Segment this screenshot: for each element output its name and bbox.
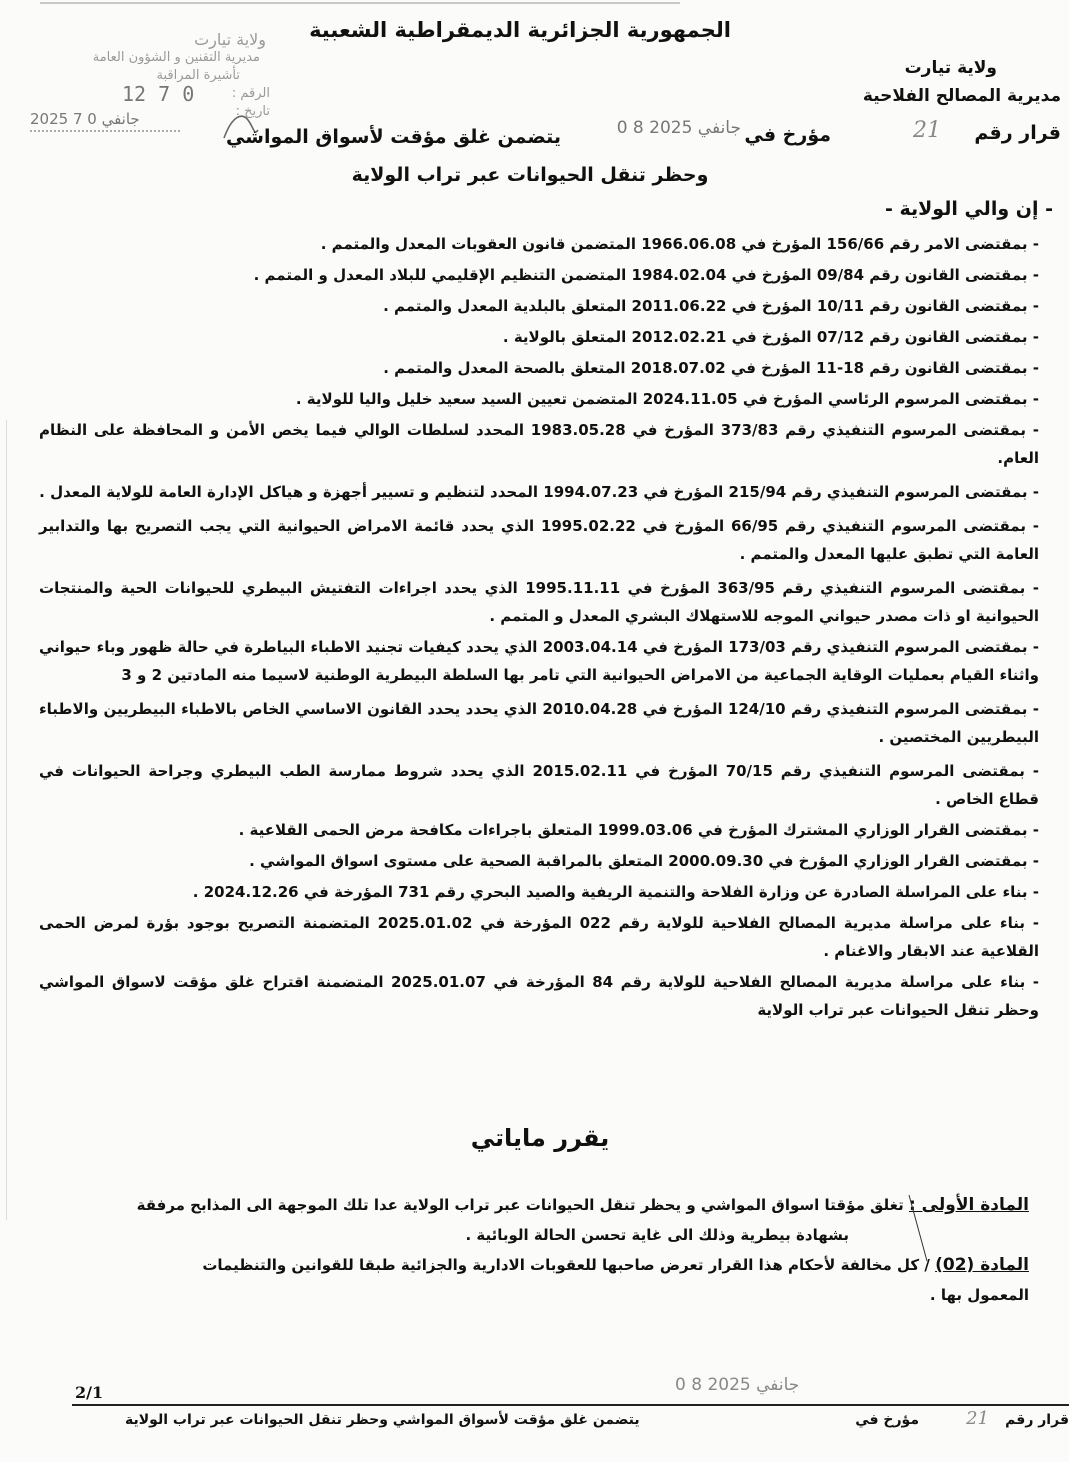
pen-mark-icon xyxy=(905,1193,935,1263)
footer-subject: يتضمن غلق مؤقت لأسواق المواشي وحظر تنقل الحيوانات عبر تراب الولاية xyxy=(125,1412,640,1428)
stamp-number: 0 7 12 xyxy=(122,82,195,106)
decision-dated-label: مؤرخ في xyxy=(744,124,831,146)
legal-clause: - بمقتضى القانون رقم 10/11 المؤرخ في 2011.06.22 المتعلق بالبلدية المعدل والمتمم . xyxy=(383,297,1039,315)
decision-subject: يتضمن غلق مؤقت لأسواق المواشي xyxy=(226,126,561,148)
legal-clause: - بناء على مراسلة مديرية المصالح الفلاحية للولاية رقم 022 المؤرخة في 2025.01.02 المتضمنة التصريح بوجود بؤرة لمرض الحمى القلاعية عند الابقار والاغنام . xyxy=(39,914,1039,960)
article-text-continued: المعمول بها . xyxy=(929,1286,1029,1304)
decides-heading: يقرر ماياتي xyxy=(470,1124,610,1152)
legal-clause: - بمقتضى القرار الوزاري المشترك المؤرخ في 1999.03.06 المتعلق باجراءات مكافحة مرض الحمى القلاعية . xyxy=(238,821,1039,839)
scan-edge-line xyxy=(6,420,7,1220)
stamp-date: 2025 جانفي 0 7 xyxy=(30,110,140,128)
article-1 xyxy=(39,1190,1029,1220)
scan-edge-line xyxy=(40,2,680,4)
stamp-date-label: تاريخ : xyxy=(235,104,270,119)
legal-clause: - بمقتضى القانون رقم 09/84 المؤرخ في 1984.02.04 المتضمن التنظيم الإقليمي للبلاد المعدل و المتمم . xyxy=(253,266,1039,284)
article-text-continued: بشهادة بيطرية وذلك الى غاية تحسن الحالة الوبائية . xyxy=(465,1226,849,1244)
footer-divider xyxy=(72,1404,1069,1406)
footer-date-stamp: 0 8 جانفي 2025 xyxy=(675,1375,800,1395)
article-2 xyxy=(39,1250,1029,1280)
legal-basis-list xyxy=(39,230,1039,1027)
legal-clause: - بمقتضى المرسوم التنفيذي رقم 373/83 المؤرخ في 1983.05.28 المحدد لسلطات الوالي فيما يخص الأمن و المحافظة على النظام العام. xyxy=(39,421,1040,467)
legal-clause: - بمقتضى المرسوم التنفيذي رقم 70/15 المؤرخ في 2015.02.11 الذي يحدد شروط ممارسة الطب البيطري وجراحة الحيوانات في قطاع الخاص . xyxy=(39,762,1039,808)
legal-clause: - بمقتضى المرسوم الرئاسي المؤرخ في 2024.11.05 المتضمن تعيين السيد سعيد خليل واليا للولاية . xyxy=(295,390,1039,408)
page-number: 2/1 xyxy=(75,1383,104,1402)
decision-subject-continued: وحظر تنقل الحيوانات عبر تراب الولاية xyxy=(351,164,709,186)
wilaya-name: ولاية تيارت xyxy=(904,58,997,78)
articles-section xyxy=(39,1190,1029,1310)
decision-number: 21 xyxy=(913,118,941,143)
footer-decision-number: 21 xyxy=(966,1408,989,1429)
legal-clause: - بناء على المراسلة الصادرة عن وزارة الفلاحة والتنمية الريفية والصيد البحري رقم 731 المؤرخة في 2024.12.26 . xyxy=(192,883,1039,901)
legal-clause: - بمقتضى المرسوم التنفيذي رقم 363/95 المؤرخ في 1995.11.11 الذي يحدد اجراءات التفتيش البيطري للحيوانات الحية والمنتجات الحيوانية او ذات مصدر حيواني الموجه للاستهلاك البشري المعدل و المتمم . xyxy=(39,579,1039,625)
legal-clause: - بمقتضى الامر رقم 156/66 المؤرخ في 1966.06.08 المتضمن قانون العقوبات المعدل والمتمم . xyxy=(320,235,1039,253)
footer-decision-label: قرار رقم xyxy=(1005,1412,1069,1428)
legal-clause: - بمقتضى القرار الوزاري المؤرخ في 2000.09.30 المتعلق بالمراقبة الصحية على مستوى اسواق المواشي . xyxy=(249,852,1039,870)
article-text: / كل مخالفة لأحكام هذا القرار تعرض صاحبها للعقوبات الادارية والجزائية طبقا للقوانين والتنظيمات xyxy=(202,1256,930,1274)
article-label: المادة الأولى : xyxy=(908,1195,1029,1215)
stamp-line: مديرية التقنين و الشؤون العامة xyxy=(92,50,260,65)
legal-clause: - بمقتضى القانون رقم 18-11 المؤرخ في 2018.07.02 المتعلق بالصحة المعدل والمتمم . xyxy=(383,359,1039,377)
legal-clause: - بمقتضى المرسوم التنفيذي رقم 215/94 المؤرخ في 1994.07.23 المحدد لتنظيم و تسيير أجهزة و هياكل الإدارة العامة للولاية المعدل . xyxy=(39,483,1039,501)
legal-clause: - بمقتضى المرسوم التنفيذي رقم 173/03 المؤرخ في 2003.04.14 الذي يحدد كيفيات تجنيد الاطباء البياطرة في حالة ظهور وباء حيواني واثناء القيام بعمليات الوقاية الجماعية من الامراض الحيوانية التي تامر بها السلطة البيطرية الوطنية لاسيما منه المادتين 2 و 3 xyxy=(39,638,1040,684)
legal-clause: - بناء على مراسلة مديرية المصالح الفلاحية للولاية رقم 84 المؤرخة في 2025.01.07 المتضمنة اقتراح غلق مؤقت لاسواق المواشي وحظر تنقل الحيوانات عبر تراب الولاية xyxy=(39,973,1039,1019)
republic-title: الجمهورية الجزائرية الديمقراطية الشعبية xyxy=(309,18,731,42)
article-text: تغلق مؤقتا اسواق المواشي و يحظر تنقل الحيوانات عبر تراب الولاية عدا تلك الموجهة الى المذابح مرفقة xyxy=(136,1196,904,1214)
footer-dated-label: مؤرخ في xyxy=(855,1412,919,1428)
article-label: المادة (02) xyxy=(935,1255,1029,1275)
legal-clause: - بمقتضى المرسوم التنفيذي رقم 124/10 المؤرخ في 2010.04.28 الذي يحدد يحدد القانون الاساسي الخاص بالاطباء البيطريين والاطباء البيطريين المختصين . xyxy=(39,700,1039,746)
preamble-heading: - إن والي الولاية - xyxy=(884,198,1053,220)
decision-label: قرار رقم xyxy=(974,122,1061,144)
decision-date-stamp: 0 8 جانفي 2025 xyxy=(616,118,741,138)
stamp-line: ولاية تيارت xyxy=(194,30,266,49)
stamp-line: تأشيرة المراقبة xyxy=(156,68,240,83)
directorate-name: مديرية المصالح الفلاحية xyxy=(862,86,1061,106)
legal-clause: - بمقتضى القانون رقم 07/12 المؤرخ في 2012.02.21 المتعلق بالولاية . xyxy=(502,328,1039,346)
decision-header xyxy=(21,118,1061,148)
stamp-number-label: الرقم : xyxy=(231,86,270,101)
legal-clause: - بمقتضى المرسوم التنفيذي رقم 66/95 المؤرخ في 1995.02.22 الذي يحدد قائمة الامراض الحيوانية التي يجب التصريح بها والتدابير العامة التي تطبق عليها المعدل والمتمم . xyxy=(39,517,1040,563)
